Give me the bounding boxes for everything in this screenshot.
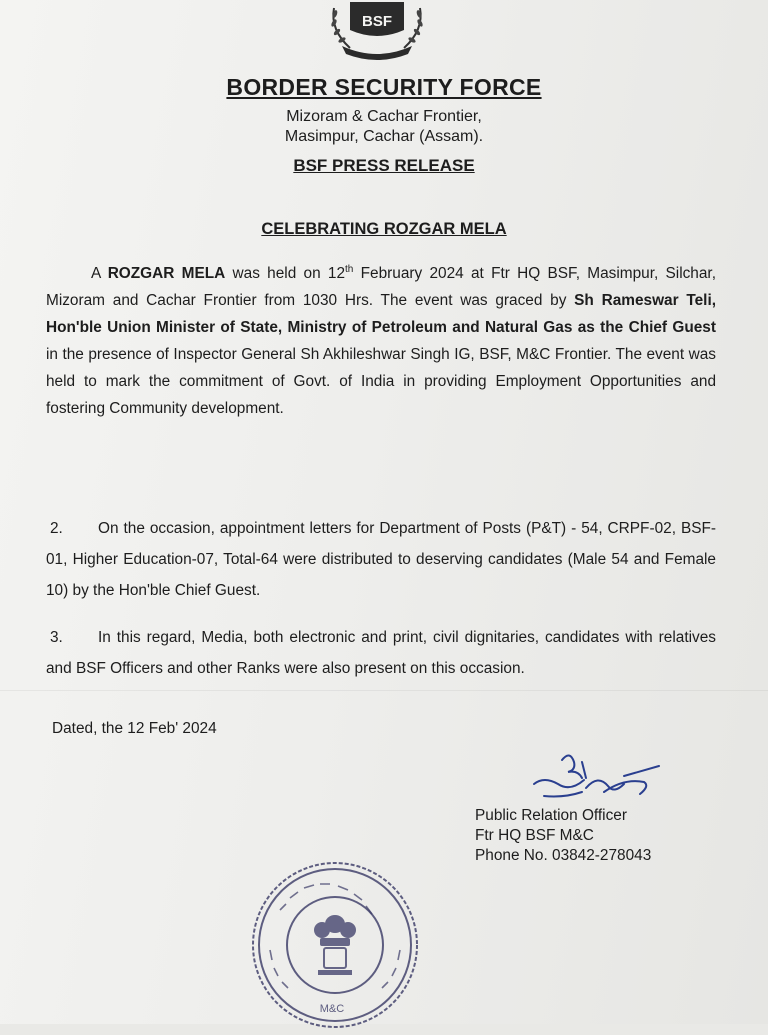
signatory-phone: Phone No. 03842-278043 — [475, 847, 652, 864]
press-release-label: BSF PRESS RELEASE — [293, 156, 475, 175]
address-line-2: Masimpur, Cachar (Assam). — [284, 128, 484, 145]
paper-crease — [0, 690, 768, 691]
signatory-title: Public Relation Officer — [475, 807, 627, 824]
para3-number: 3. — [50, 629, 63, 646]
seal-text: M&C — [319, 1003, 345, 1015]
para1-text-f: in the presence of Inspector General Sh Akhileshwar Singh IG, BSF, M&C Frontier. The event was held to mark the commitment of Govt. of India in providing Employment Opportunities and fostering Community development. — [46, 346, 716, 417]
paragraph-3 — [46, 622, 716, 684]
paragraph-1 — [46, 260, 716, 422]
paragraph-2 — [46, 513, 716, 606]
para1-text-d: February 2024 at Ftr HQ BSF, Masimpur, Silchar, Mizoram and Cachar Frontier from 1030 Hrs. The event was graced by — [46, 265, 716, 309]
date-line: Dated, the 12 Feb' 2024 — [52, 720, 217, 737]
para1-text-a: A — [91, 265, 108, 282]
para2-number: 2. — [50, 520, 63, 537]
organization-title: BORDER SECURITY FORCE — [226, 74, 542, 100]
headline: CELEBRATING ROZGAR MELA — [261, 220, 507, 238]
emblem-text: BSF — [362, 13, 392, 30]
para1-superscript: th — [345, 263, 354, 275]
para1-event-name: ROZGAR MELA — [107, 265, 226, 282]
para2-text: On the occasion, appointment letters for Department of Posts (P&T) - 54, CRPF-02, BSF-01, Higher Education-07, Total-64 were distributed to deserving candidates (Male 54 and Female 10) by the Hon'ble Chief Guest. — [46, 520, 716, 599]
para1-chief-guest: Sh Rameswar Teli, Hon'ble Union Minister of State, Ministry of Petroleum and Natural Gas as the Chief Guest — [46, 292, 716, 336]
signatory-office: Ftr HQ BSF M&C — [475, 827, 594, 844]
address-line-1: Mizoram & Cachar Frontier, — [286, 108, 482, 125]
para3-text: In this regard, Media, both electronic and print, civil dignitaries, candidates with relatives and BSF Officers and other Ranks were also present on this occasion. — [46, 629, 716, 677]
official-seal-icon — [240, 850, 430, 1030]
bsf-emblem-icon — [322, 0, 432, 66]
para1-text-c: was held on 12 — [225, 265, 346, 282]
